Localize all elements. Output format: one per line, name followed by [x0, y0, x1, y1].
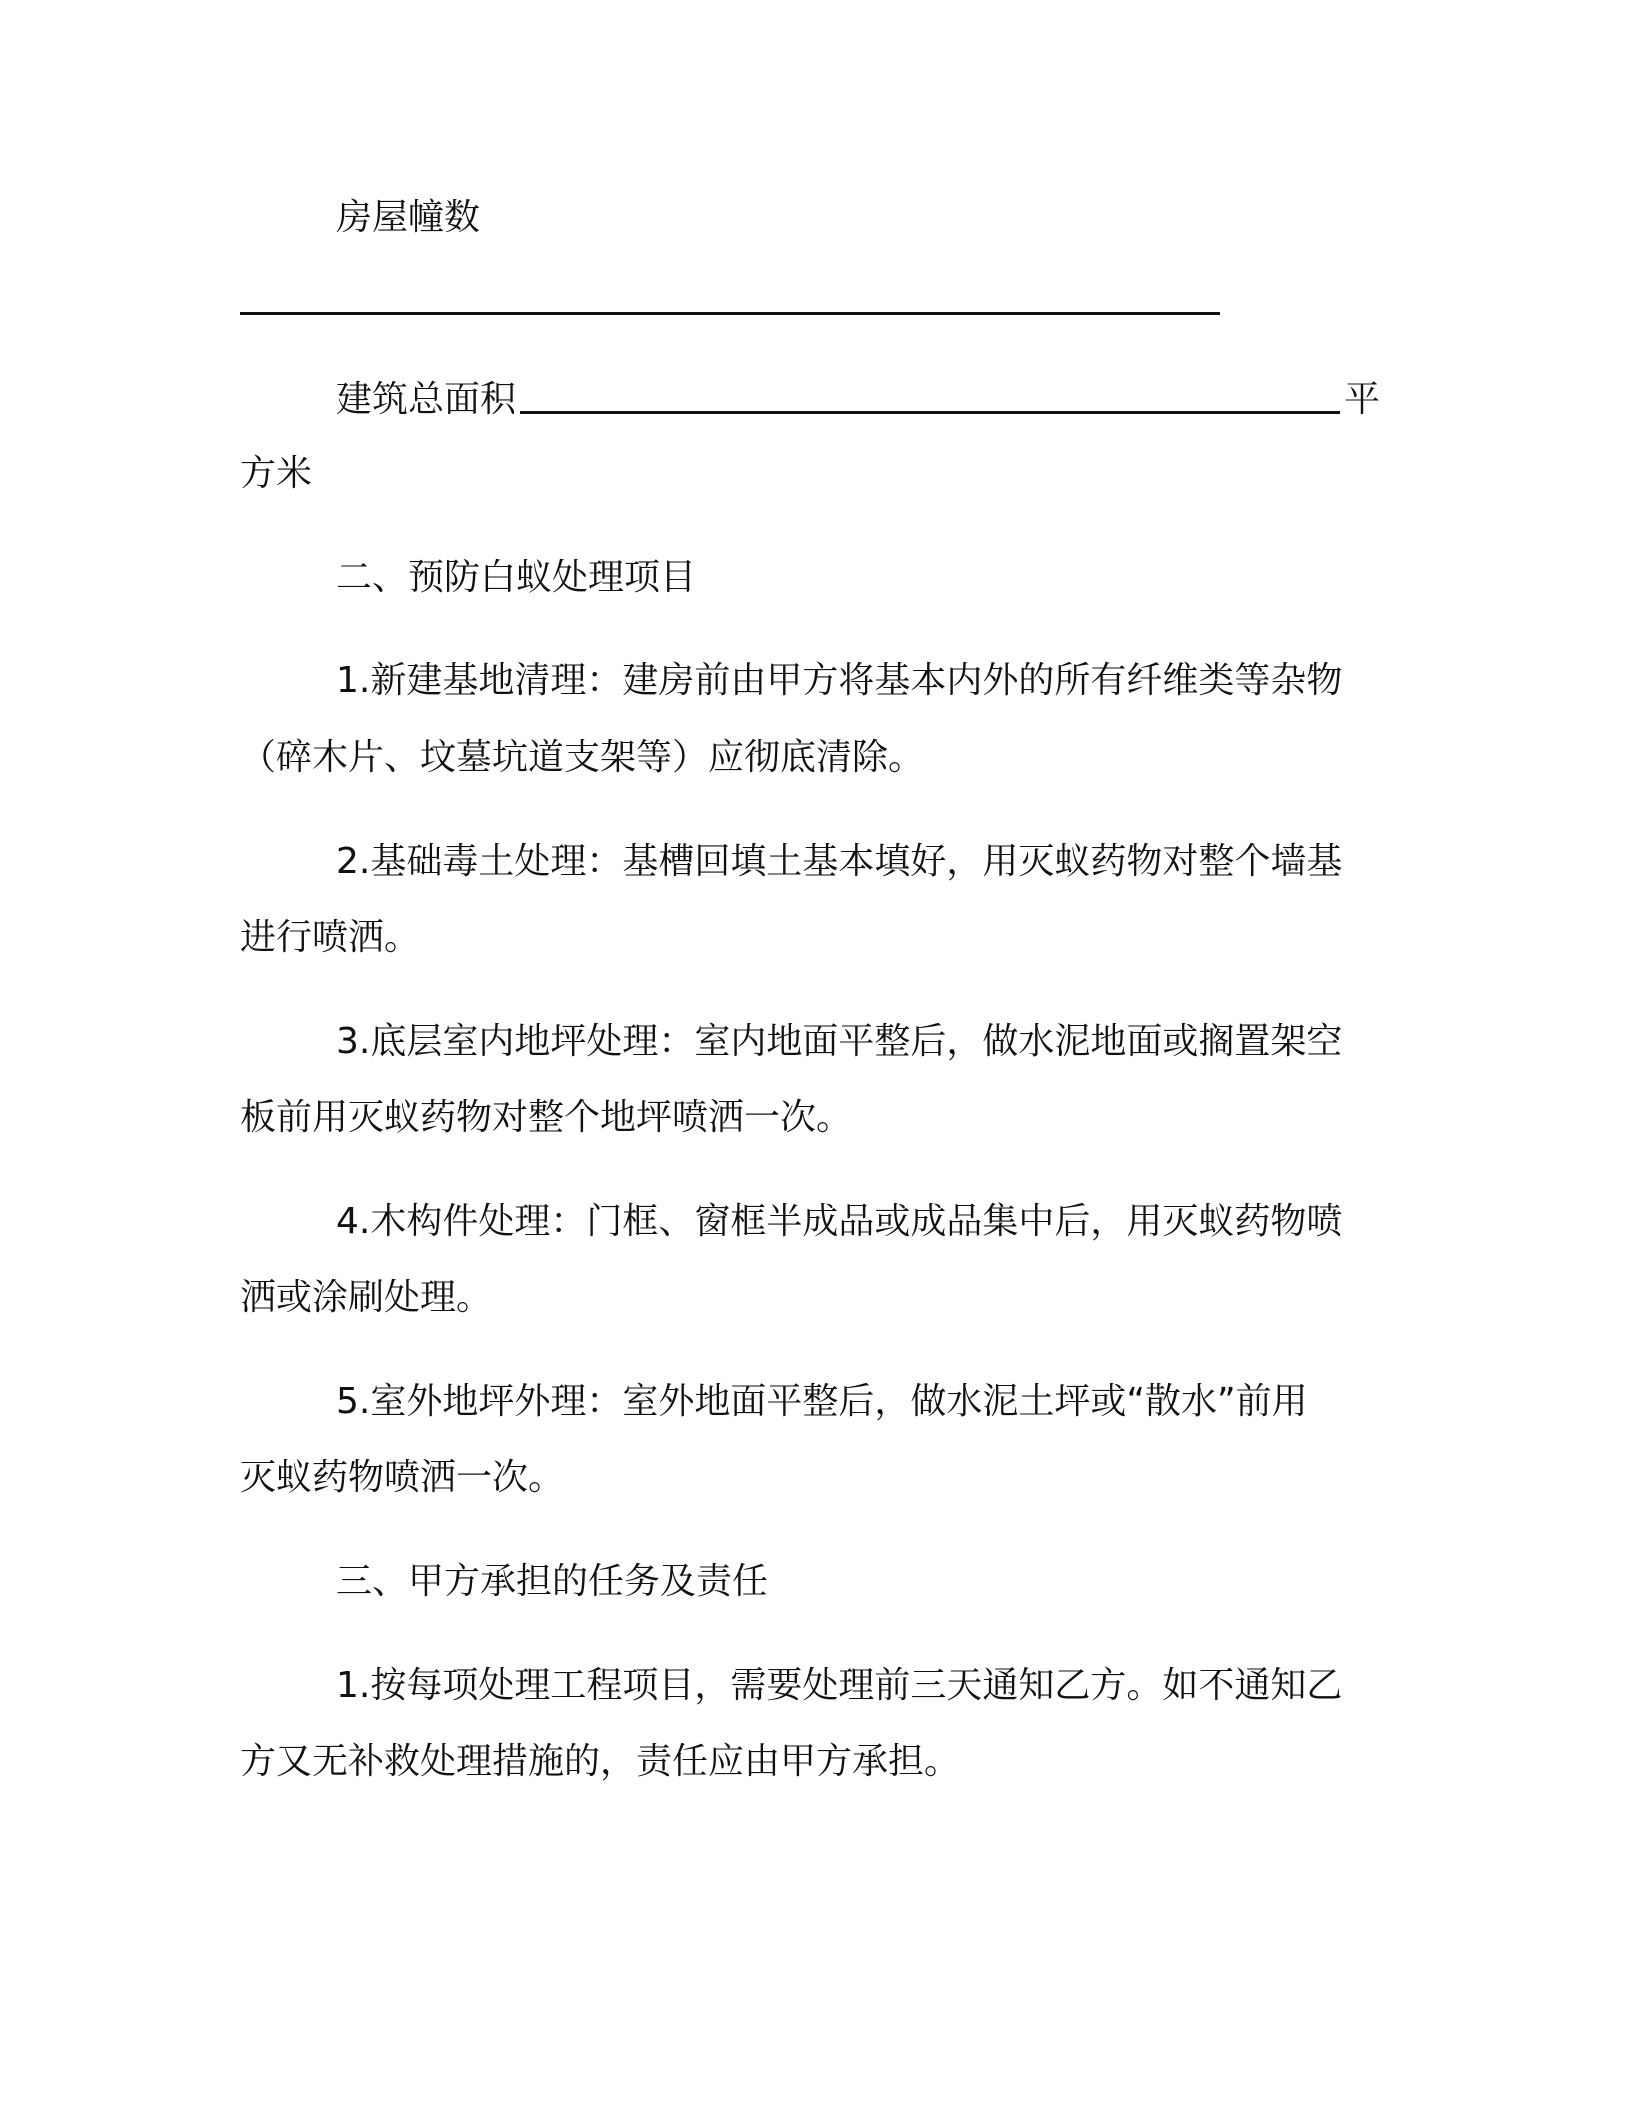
- item2-line2: 进行喷洒。: [240, 917, 421, 958]
- section3-heading: 三、甲方承担的任务及责任: [336, 1561, 769, 1602]
- s3-item1-line2: 方又无补救处理措施的，责任应由甲方承担。: [240, 1741, 961, 1782]
- item4-line2: 洒或涂刷处理。: [240, 1277, 493, 1318]
- item2-line1: 2.基础毒土处理：基槽回填土基本填好，用灭蚁药物对整个墙基: [336, 841, 1343, 882]
- area-label: 建筑总面积: [336, 379, 517, 420]
- item3-line2: 板前用灭蚁药物对整个地坪喷洒一次。: [240, 1097, 853, 1138]
- item1-line1: 1.新建基地清理：建房前由甲方将基本内外的所有纤维类等杂物: [336, 660, 1343, 701]
- house-count-blank: [240, 312, 1220, 315]
- area-unit-part2: 方米: [240, 453, 313, 494]
- item3-line1: 3.底层室内地坪处理：室内地面平整后，做水泥地面或搁置架空: [336, 1021, 1343, 1062]
- area-unit-part1: 平: [1343, 379, 1380, 420]
- s3-item1-line1: 1.按每项处理工程项目，需要处理前三天通知乙方。如不通知乙: [336, 1665, 1343, 1706]
- item5-line1: 5.室外地坪外理：室外地面平整后，做水泥土坪或“散水”前用: [336, 1381, 1308, 1422]
- document-page: [240, 0, 1380, 2112]
- item1-line2: （碎木片、坟墓坑道支架等）应彻底清除。: [240, 737, 925, 778]
- house-count-label: 房屋幢数: [336, 197, 481, 238]
- item5-line2: 灭蚁药物喷洒一次。: [240, 1457, 565, 1498]
- area-row: [240, 378, 1380, 422]
- item4-line1: 4.木构件处理：门框、窗框半成品或成品集中后，用灭蚁药物喷: [336, 1201, 1343, 1242]
- area-blank: [520, 411, 1340, 414]
- section2-heading: 二、预防白蚁处理项目: [336, 557, 697, 598]
